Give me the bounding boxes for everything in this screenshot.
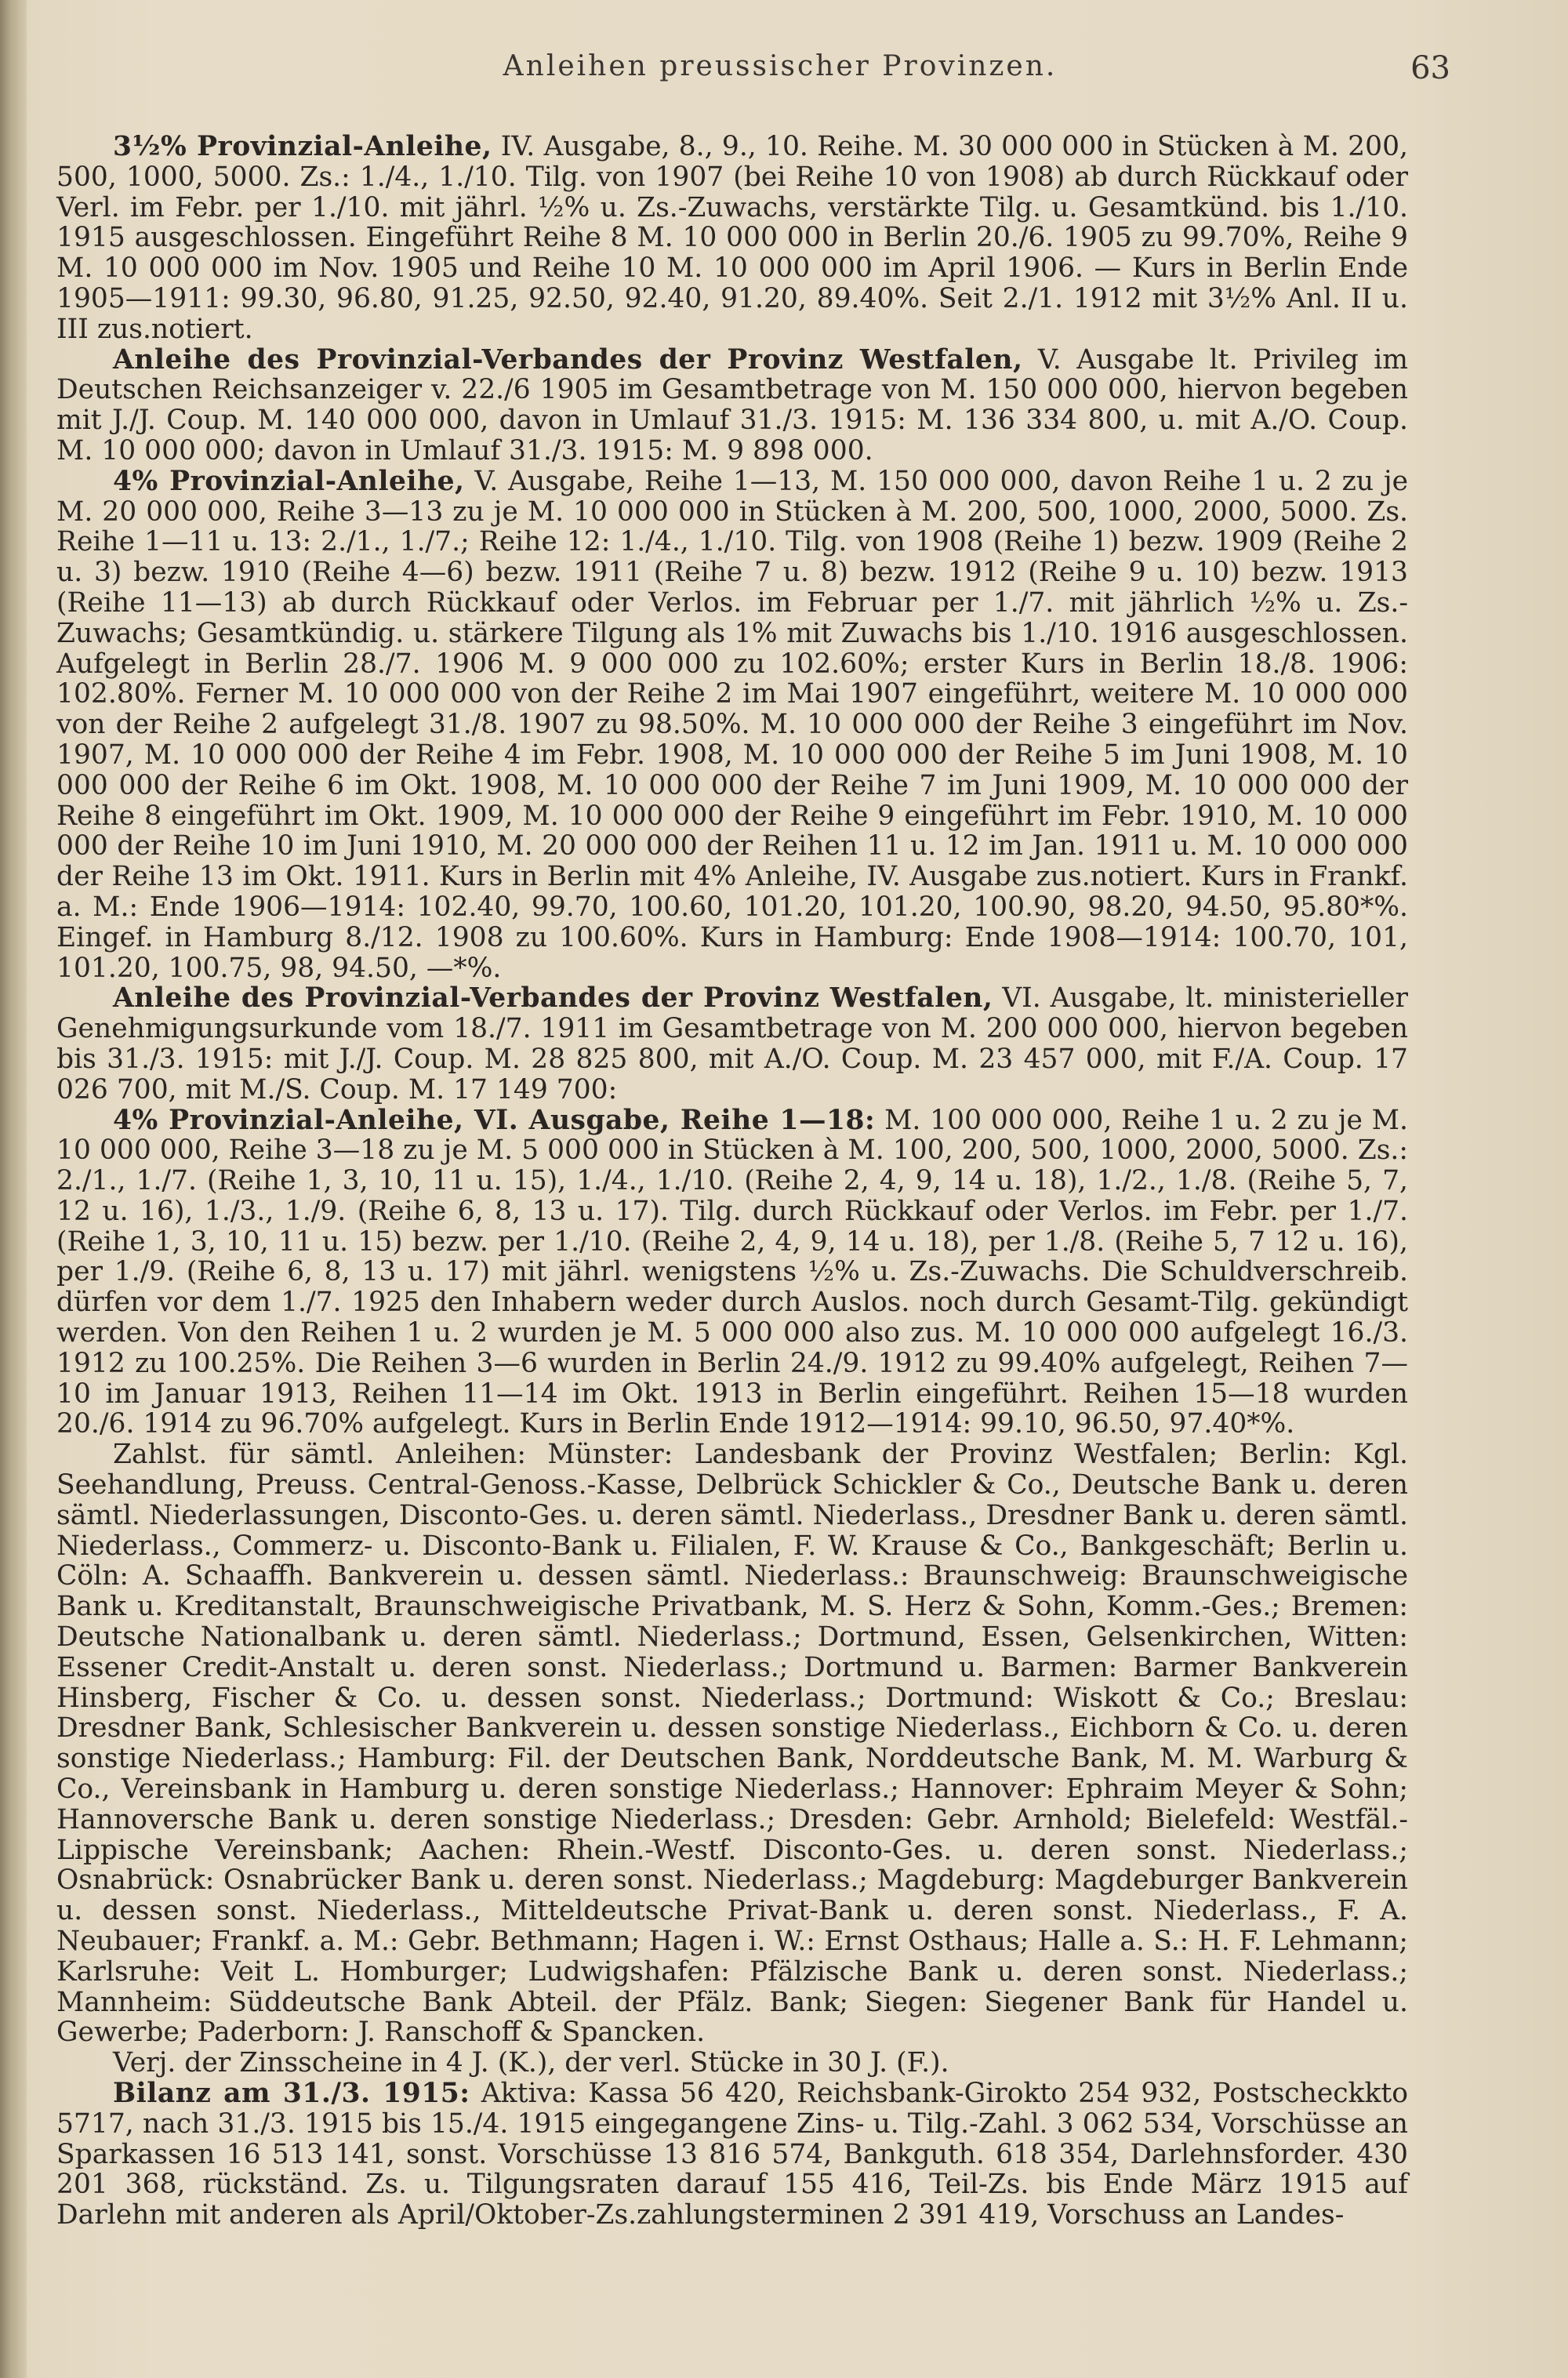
paragraph-anleihe-westfalen-vi	[56, 983, 1408, 1105]
paragraph-verjaehrung	[56, 2048, 1408, 2078]
paragraph-zahlstellen	[56, 1440, 1408, 2048]
paragraph-anleihe-westfalen-v	[56, 345, 1408, 467]
running-title: Anleihen preussischer Provinzen.	[503, 50, 1058, 82]
paragraph-text: M. 100 000 000, Reihe 1 u. 2 zu je M. 10 000 000, Reihe 3—18 zu je M. 5 000 000 in Stücken à M. 100, 200, 500, 1000, 2000, 5000. Zs.: 2./1., 1./7. (Reihe 1, 3, 10, 11 u. 15), 1./4., 1./10. (Reihe 2, 4, 9, 14 u. 18), 1./2., 1./8. (Reihe 5, 7, 12 u. 16), 1./3., 1./9. (Reihe 6, 8, 13 u. 17). Tilg. durch Rückkauf oder Verlos. im Febr. per 1./7. (Reihe 1, 3, 10, 11 u. 15) bezw. per 1./10. (Reihe 2, 4, 9, 14 u. 18), per 1./8. (Reihe 5, 7 12 u. 16), per 1./9. (Reihe 6, 8, 13 u. 17) mit jährl. wenigstens ½% u. Zs.-Zuwachs. Die Schuldverschreib. dürfen vor dem 1./7. 1925 den Inhabern weder durch Auslos. noch durch Gesamt-Tilg. gekündigt werden. Von den Reihen 1 u. 2 wurden je M. 5 000 000 also zus. M. 10 000 000 aufgelegt 16./3. 1912 zu 100.25%. Die Reihen 3—6 wurden in Berlin 24./9. 1912 zu 99.40% aufgelegt, Reihen 7—10 im Januar 1913, Reihen 11—14 im Okt. 1913 in Berlin eingeführt. Reihen 15—18 wurden 20./6. 1914 zu 96.70% aufgelegt. Kurs in Berlin Ende 1912—1914: 99.10, 96.50, 97.40*%.	[56, 1104, 1408, 1440]
running-head	[110, 50, 1450, 97]
paragraph-provinzial-anleihe-vi	[56, 1105, 1408, 1440]
paragraph-heading: 4% Provinzial-Anleihe,	[113, 465, 465, 497]
book-spine-shadow	[0, 0, 27, 2378]
paragraph-heading: 4% Provinzial-Anleihe, VI. Ausgabe, Reihe 1—18:	[113, 1104, 876, 1136]
paragraph-text: Verj. der Zinsscheine in 4 J. (K.), der verl. Stücke in 30 J. (F.).	[113, 2047, 949, 2079]
paragraph-heading: 3½% Provinzial-Anleihe,	[113, 131, 492, 162]
paragraph-text: V. Ausgabe, Reihe 1—13, M. 150 000 000, davon Reihe 1 u. 2 zu je M. 20 000 000, Reihe 3—13 zu je M. 10 000 000 in Stücken à M. 200, 500, 1000, 2000, 5000. Zs. Reihe 1—11 u. 13: 2./1., 1./7.; Reihe 12: 1./4., 1./10. Tilg. von 1908 (Reihe 1) bezw. 1909 (Reihe 2 u. 3) bezw. 1910 (Reihe 4—6) bezw. 1911 (Reihe 7 u. 8) bezw. 1912 (Reihe 9 u. 10) bezw. 1913 (Reihe 11—13) ab durch Rückkauf oder Verlos. im Februar per 1./7. mit jährlich ½% u. Zs.-Zuwachs; Gesamtkündig. u. stärkere Tilgung als 1% mit Zuwachs bis 1./10. 1916 ausgeschlossen. Aufgelegt in Berlin 28./7. 1906 M. 9 000 000 zu 102.60%; erster Kurs in Berlin 18./8. 1906: 102.80%. Ferner M. 10 000 000 von der Reihe 2 im Mai 1907 eingeführt, weitere M. 10 000 000 von der Reihe 2 aufgelegt 31./8. 1907 zu 98.50%. M. 10 000 000 der Reihe 3 eingeführt im Nov. 1907, M. 10 000 000 der Reihe 4 im Febr. 1908, M. 10 000 000 der Reihe 5 im Juni 1908, M. 10 000 000 der Reihe 6 im Okt. 1908, M. 10 000 000 der Reihe 7 im Juni 1909, M. 10 000 000 der Reihe 8 eingeführt im Okt. 1909, M. 10 000 000 der Reihe 9 eingeführt im Febr. 1910, M. 10 000 000 der Reihe 10 im Juni 1910, M. 20 000 000 der Reihen 11 u. 12 im Jan. 1911 u. M. 10 000 000 der Reihe 13 im Okt. 1911. Kurs in Berlin mit 4% Anleihe, IV. Ausgabe zus.notiert. Kurs in Frankf. a. M.: Ende 1906—1914: 102.40, 99.70, 100.60, 101.20, 101.20, 100.90, 98.20, 94.50, 95.80*%. Eingef. in Hamburg 8./12. 1908 zu 100.60%. Kurs in Hamburg: Ende 1908—1914: 100.70, 101, 101.20, 100.75, 98, 94.50, —*%.	[56, 465, 1408, 984]
paragraph-heading: Bilanz am 31./3. 1915:	[113, 2078, 470, 2109]
paragraph-text: IV. Ausgabe, 8., 9., 10. Reihe. M. 30 000 000 in Stücken à M. 200, 500, 1000, 5000. Zs.: 1./4., 1./10. Tilg. von 1907 (bei Reihe 10 von 1908) ab durch Rückkauf oder Verl. im Febr. per 1./10. mit jährl. ½% u. Zs.-Zuwachs, verstärkte Tilg. u. Gesamtkünd. bis 1./10. 1915 ausgeschlossen. Eingeführt Reihe 8 M. 10 000 000 in Berlin 20./6. 1905 zu 99.70%, Reihe 9 M. 10 000 000 im Nov. 1905 und Reihe 10 M. 10 000 000 im April 1906. — Kurs in Berlin Ende 1905—1911: 99.30, 96.80, 91.25, 92.50, 92.40, 91.20, 89.40%. Seit 2./1. 1912 mit 3½% Anl. II u. III zus.notiert.	[56, 131, 1408, 345]
paragraph-provinzial-anleihe-iv	[56, 132, 1408, 345]
paragraph-text: VI. Ausgabe, lt. ministerieller Genehmigungsurkunde vom 18./7. 1911 im Gesamtbetrage von M. 200 000 000, hiervon begeben bis 31./3. 1915: mit J./J. Coup. M. 28 825 800, mit A./O. Coup. M. 23 457 000, mit F./A. Coup. 17 026 700, mit M./S. Coup. M. 17 149 700:	[56, 982, 1408, 1105]
paragraph-heading: Anleihe des Provinzial-Verbandes der Provinz Westfalen,	[113, 343, 1023, 376]
text-block	[56, 132, 1408, 2231]
paragraph-text: Aktiva: Kassa 56 420, Reichsbank-Girokto 254 932, Postscheckkto 5717, nach 31./3. 1915 bis 15./4. 1915 eingegangene Zins- u. Tilg.-Zahl. 3 062 534, Vorschüsse an Sparkassen 16 513 141, sonst. Vorschüsse 13 816 574, Bankguth. 618 354, Darlehnsforder. 430 201 368, rückständ. Zs. u. Tilgungsraten darauf 155 416, Teil-Zs. bis Ende März 1915 auf Darlehn mit anderen als April/Oktober-Zs.zahlungsterminen 2 391 419, Vorschuss an Landes-	[56, 2078, 1409, 2231]
paragraph-bilanz	[56, 2078, 1408, 2231]
page-number: 63	[1410, 50, 1450, 86]
paragraph-text: Zahlst. für sämtl. Anleihen: Münster: Landesbank der Provinz Westfalen; Berlin: Kgl. Seehandlung, Preuss. Central-Genoss.-Kasse, Delbrück Schickler & Co., Deutsche Bank u. deren sämtl. Niederlassungen, Disconto-Ges. u. deren sämtl. Niederlass., Dresdner Bank u. deren sämtl. Niederlass., Commerz- u. Disconto-Bank u. Filialen, F. W. Krause & Co., Bankgeschäft; Berlin u. Cöln: A. Schaaffh. Bankverein u. dessen sämtl. Niederlass.: Braunschweig: Braunschweigische Bank u. Kreditanstalt, Braunschweigische Privatbank, M. S. Herz & Sohn, Komm.-Ges.; Bremen: Deutsche Nationalbank u. deren sämtl. Niederlass.; Dortmund, Essen, Gelsenkirchen, Witten: Essener Credit-Anstalt u. deren sonst. Niederlass.; Dortmund u. Barmen: Barmer Bankverein Hinsberg, Fischer & Co. u. dessen sonst. Niederlass.; Dortmund: Wiskott & Co.; Breslau: Dresdner Bank, Schlesischer Bankverein u. dessen sonstige Niederlass., Eichborn & Co. u. deren sonstige Niederlass.; Hamburg: Fil. der Deutschen Bank, Norddeutsche Bank, M. M. Warburg & Co., Vereinsbank in Hamburg u. deren sonstige Niederlass.; Hannover: Ephraim Meyer & Sohn; Hannoversche Bank u. deren sonstige Niederlass.; Dresden: Gebr. Arnhold; Bielefeld: Westfäl.-Lippische Vereinsbank; Aachen: Rhein.-Westf. Disconto-Ges. u. deren sonst. Niederlass.; Osnabrück: Osnabrücker Bank u. deren sonst. Niederlass.; Magdeburg: Magdeburger Bankverein u. dessen sonst. Niederlass., Mitteldeutsche Privat-Bank u. deren sonst. Niederlass., F. A. Neubauer; Frankf. a. M.: Gebr. Bethmann; Hagen i. W.: Ernst Osthaus; Halle a. S.: H. F. Lehmann; Karlsruhe: Veit L. Homburger; Ludwigshafen: Pfälzische Bank u. deren sonst. Niederlass.; Mannheim: Süddeutsche Bank Abteil. der Pfälz. Bank; Siegen: Siegener Bank für Handel u. Gewerbe; Paderborn: J. Ranschoff & Spancken.	[56, 1439, 1408, 2049]
paragraph-text: V. Ausgabe lt. Privileg im Deutschen Reichsanzeiger v. 22./6 1905 im Gesamtbetrage von M. 150 000 000, hiervon begeben mit J./J. Coup. M. 140 000 000, davon in Umlauf 31./3. 1915: M. 136 334 800, u. mit A./O. Coup. M. 10 000 000; davon in Umlauf 31./3. 1915: M. 9 898 000.	[56, 343, 1408, 467]
paragraph-heading: Anleihe des Provinzial-Verbandes der Provinz Westfalen,	[113, 982, 993, 1015]
paragraph-provinzial-anleihe-v	[56, 467, 1408, 984]
